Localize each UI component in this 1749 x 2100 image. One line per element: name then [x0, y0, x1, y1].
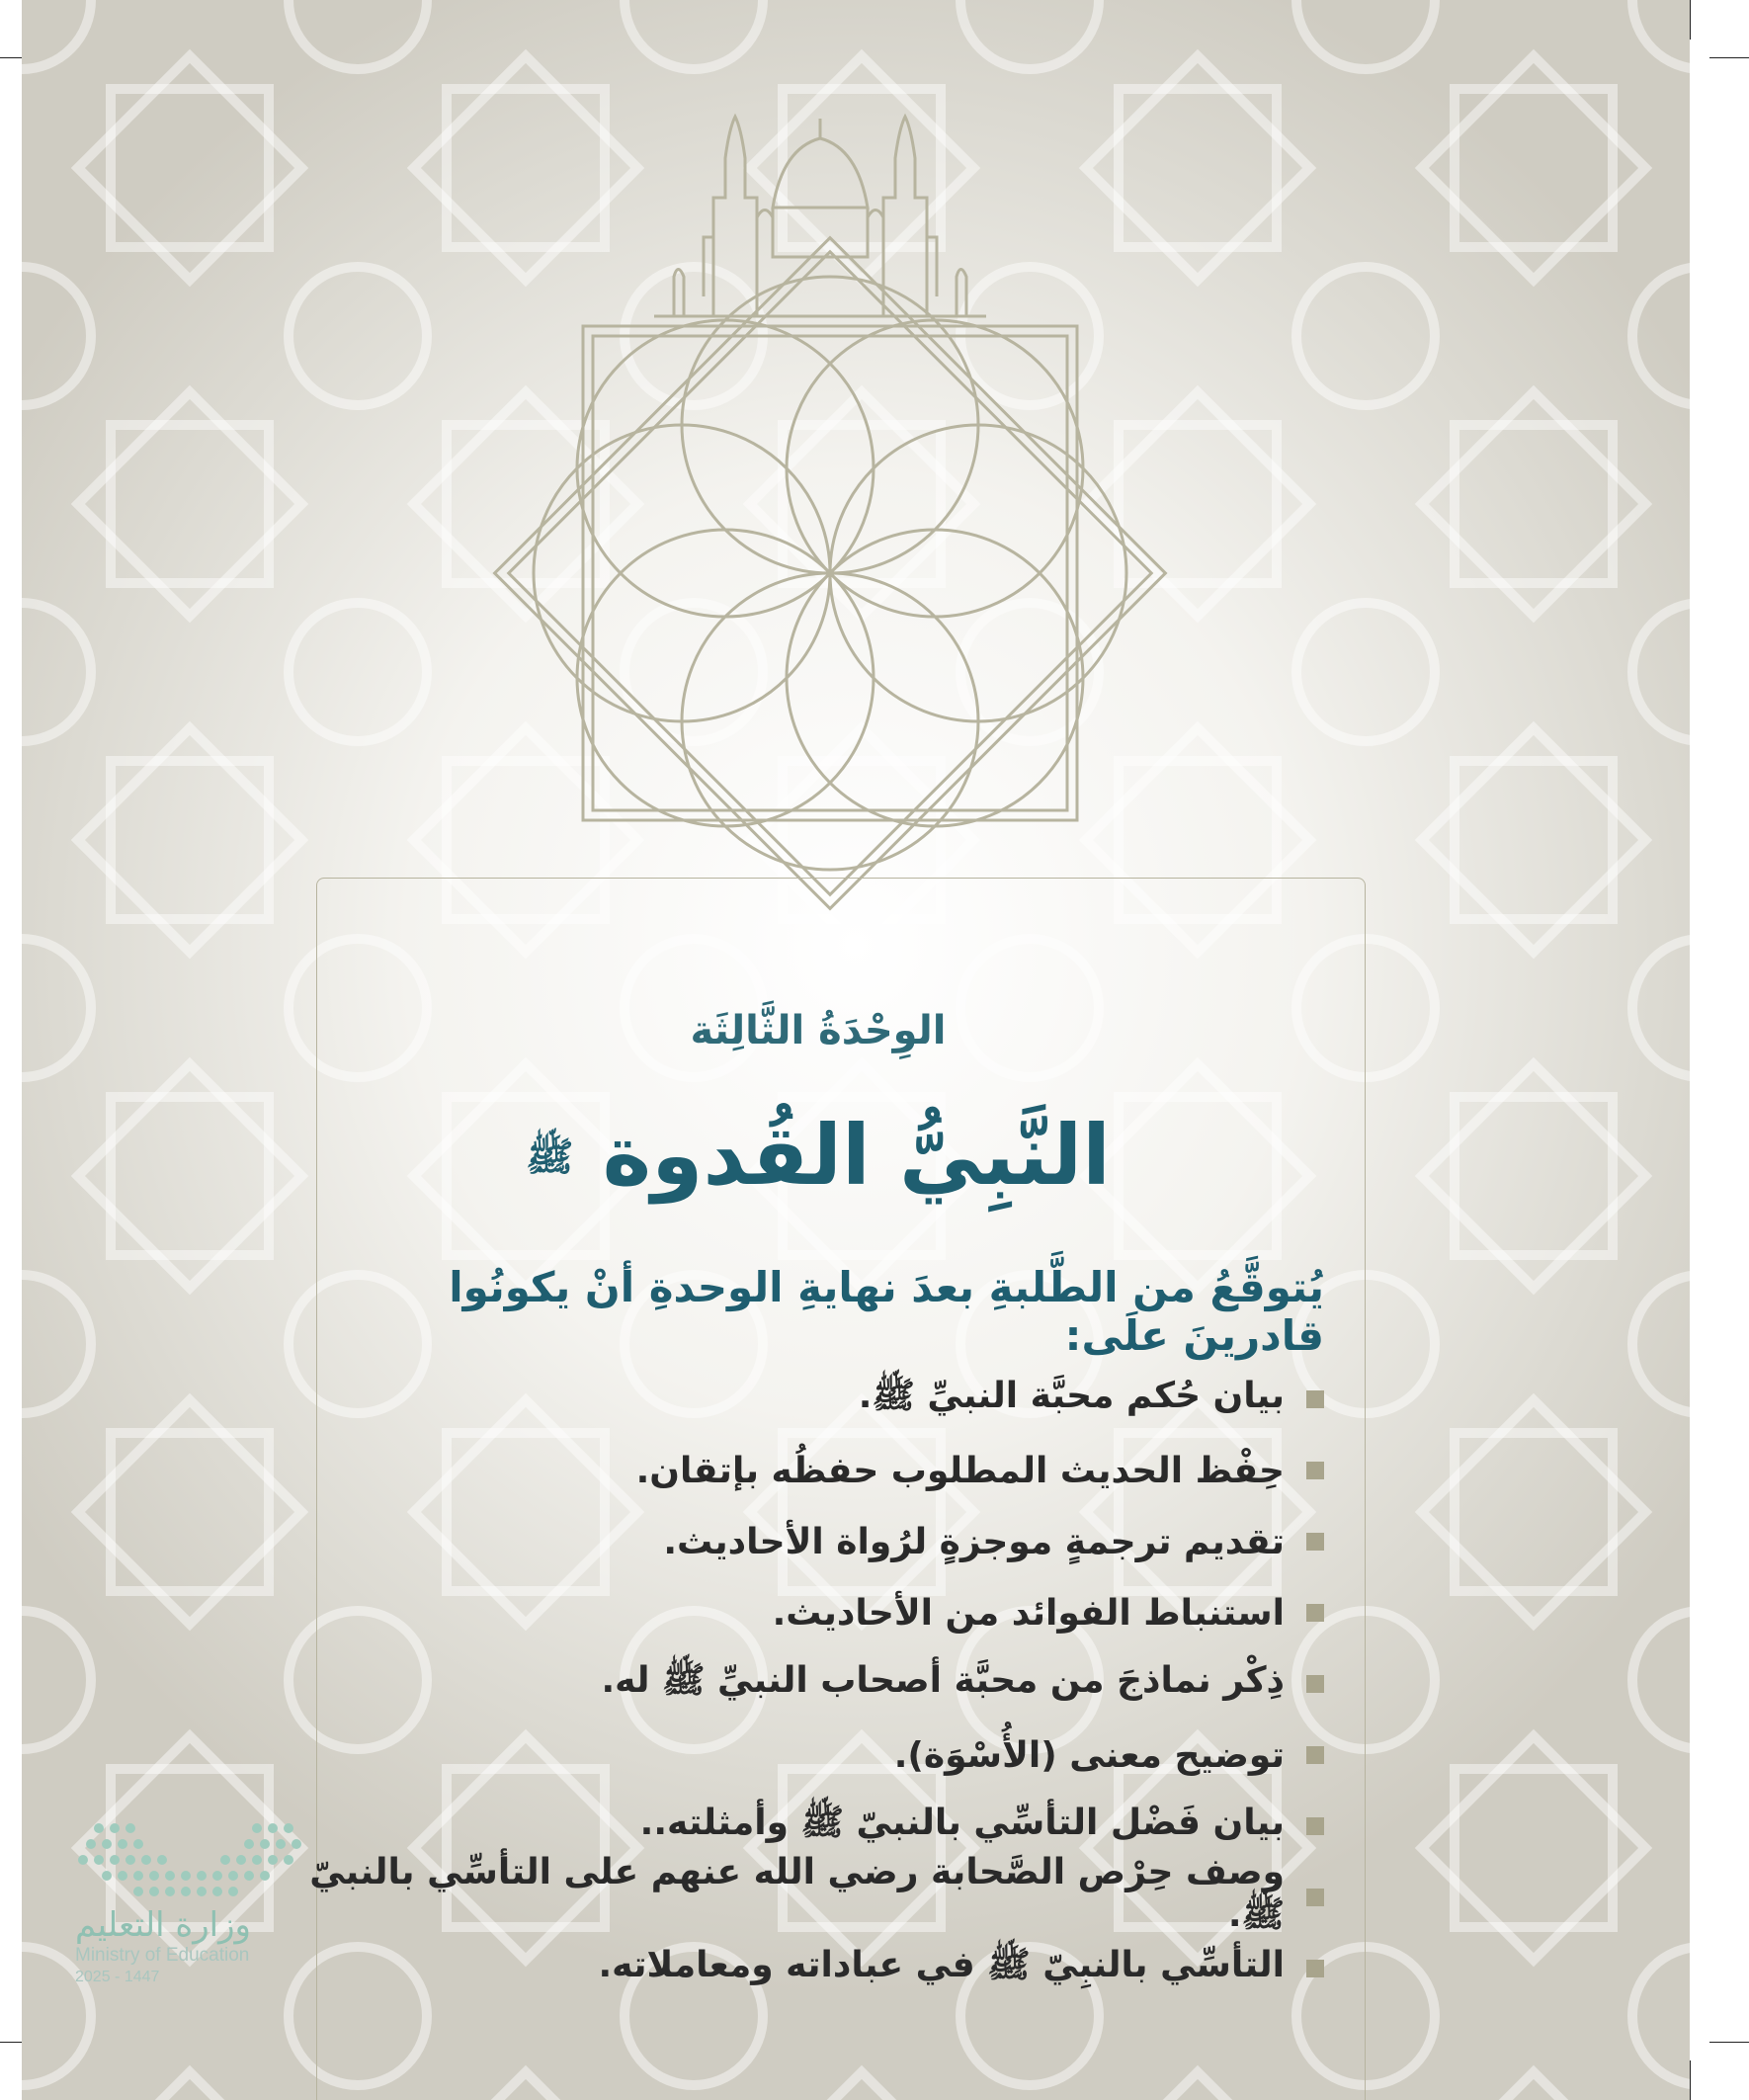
- square-bullet-icon: [1306, 1604, 1324, 1622]
- objectives-intro: يُتوقَّعُ من الطَّلبةِ بعدَ نهايةِ الوحدةِ أنْ يكونُوا قادرينَ علَى:: [449, 1263, 1324, 1360]
- square-bullet-icon: [1306, 1462, 1324, 1479]
- objective-item: [296, 1435, 1324, 1506]
- objective-text: تقديم ترجمةٍ موجزةٍ لرُواة الأحاديث.: [663, 1521, 1285, 1562]
- objective-text: بيان فَضْل التأسِّي بالنبيّ ﷺ وأمثلته..: [639, 1803, 1285, 1843]
- objectives-list: [296, 1364, 1324, 2004]
- square-bullet-icon: [1306, 1390, 1324, 1408]
- objective-item: [296, 1720, 1324, 1791]
- objective-item: [296, 1648, 1324, 1720]
- crop-mark: [1690, 2060, 1691, 2100]
- square-bullet-icon: [1306, 1675, 1324, 1693]
- objective-text: التأسِّي بالنبِيّ ﷺ في عباداته ومعاملاته.: [598, 1945, 1285, 1985]
- objective-item: [296, 1364, 1324, 1435]
- objective-text: بيان حُكم محبَّة النبيِّ ﷺ.: [858, 1376, 1285, 1416]
- objective-item: [296, 1933, 1324, 2004]
- unit-label: الوِحْدَةُ الثَّالِثَة: [690, 1008, 947, 1053]
- square-bullet-icon: [1306, 1960, 1324, 1977]
- crop-mark: [1709, 2042, 1749, 2043]
- crop-mark: [1709, 57, 1749, 58]
- objective-item: [296, 1506, 1324, 1577]
- square-bullet-icon: [1306, 1746, 1324, 1764]
- square-bullet-icon: [1306, 1889, 1324, 1906]
- title-text: النَّبِيُّ القُدوة: [602, 1107, 1111, 1204]
- objective-text: وصف حِرْص الصَّحابة رضي الله عنهم على التأسِّي بالنبيّ ﷺ.: [309, 1851, 1285, 1935]
- objective-item: [296, 1577, 1324, 1648]
- objective-text: استنباط الفوائد من الأحاديث.: [772, 1592, 1285, 1634]
- crop-mark: [1690, 0, 1691, 40]
- ministry-logo-arabic: وزارة التعليم: [75, 1905, 251, 1945]
- objective-text: توضيح معنى (الأُسْوَة).: [893, 1734, 1285, 1776]
- honorific-glyph: ﷺ: [526, 1134, 574, 1181]
- ministry-logo-english: Ministry of Education: [75, 1945, 250, 1966]
- objective-text: حِفْظ الحديث المطلوب حفظُه بإتقان.: [635, 1450, 1285, 1491]
- square-bullet-icon: [1306, 1817, 1324, 1835]
- unit-title: [294, 1107, 1342, 1204]
- objective-item: [296, 1851, 1324, 1935]
- objective-text: ذِكْر نماذجَ من محبَّة أصحاب النبيِّ ﷺ له.: [601, 1660, 1285, 1701]
- square-bullet-icon: [1306, 1533, 1324, 1551]
- ministry-logo-year: 2025 - 1447: [75, 1969, 160, 1985]
